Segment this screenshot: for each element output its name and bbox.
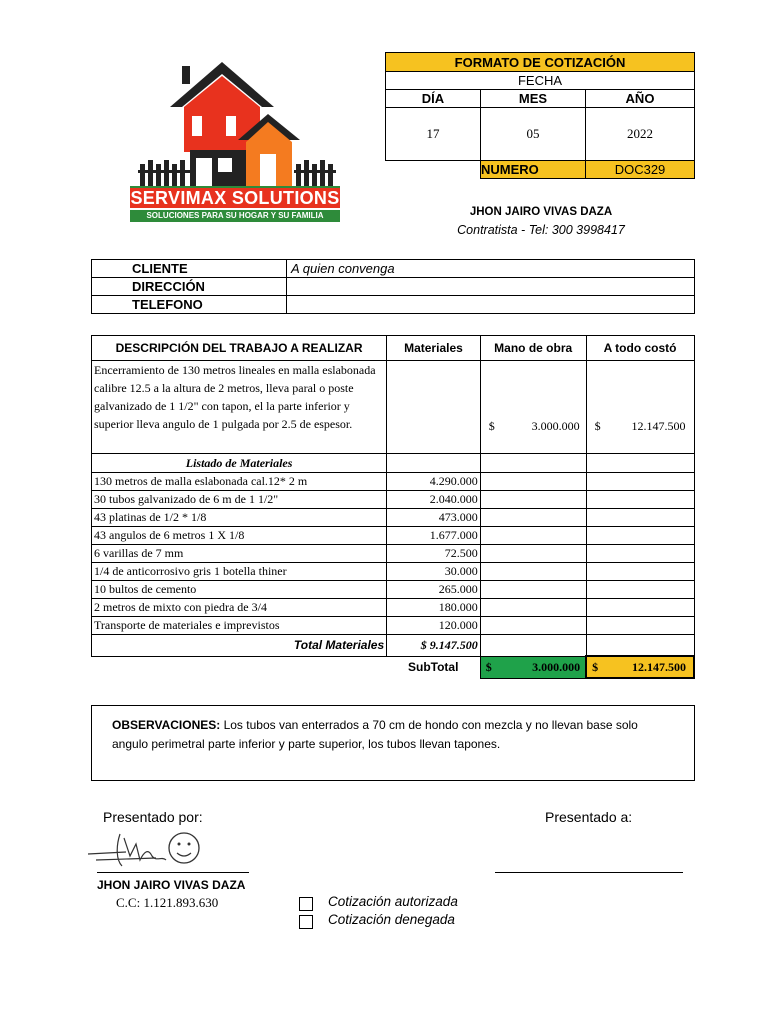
address-label: DIRECCIÓN	[92, 278, 287, 296]
total-materials-label: Total Materiales	[92, 635, 387, 657]
material-row	[92, 617, 695, 635]
number-label: NUMERO	[481, 161, 586, 179]
number-value: DOC329	[586, 161, 695, 179]
material-row	[92, 509, 695, 527]
company-tagline: SOLUCIONES PARA SU HOGAR Y SU FAMILIA	[130, 210, 340, 222]
material-name: 130 metros de malla eslabonada cal.12* 2 m	[92, 473, 387, 491]
currency-symbol: $	[488, 419, 495, 433]
presented-to-label: Presentado a:	[545, 809, 633, 825]
year-label: AÑO	[586, 90, 695, 108]
month-value: 05	[481, 108, 586, 161]
company-name: SERVIMAX SOLUTIONS	[130, 188, 340, 208]
denied-checkbox[interactable]	[299, 915, 313, 929]
year-value: 2022	[586, 108, 695, 161]
authorized-checkbox[interactable]	[299, 897, 313, 911]
signature-line	[97, 872, 249, 873]
presented-by-label: Presentado por:	[103, 809, 203, 825]
contractor-info: Contratista - Tel: 300 3998417	[457, 223, 625, 237]
material-name: 6 varillas de 7 mm	[92, 545, 387, 563]
day-label: DÍA	[386, 90, 481, 108]
material-name: Transporte de materiales e imprevistos	[92, 617, 387, 635]
material-row	[92, 527, 695, 545]
material-name: 2 metros de mixto con piedra de 3/4	[92, 599, 387, 617]
material-name: 30 tubos galvanizado de 6 m de 1 1/2"	[92, 491, 387, 509]
col-labor: Mano de obra	[480, 336, 586, 361]
materials-list-title: Listado de Materiales	[92, 454, 387, 473]
client-value: A quien convenga	[287, 260, 695, 278]
contractor-name: JHON JAIRO VIVAS DAZA	[469, 206, 613, 218]
recipient-signature-line	[495, 872, 683, 873]
date-label: FECHA	[386, 72, 695, 90]
material-row	[92, 581, 695, 599]
col-materials: Materiales	[387, 336, 481, 361]
signer-id: C.C: 1.121.893.630	[116, 895, 219, 910]
subtotal-labor: $ 3.000.000	[480, 656, 586, 678]
material-value: 72.500	[387, 545, 481, 563]
all-cost: $ 12.147.500	[586, 361, 694, 454]
col-description: DESCRIPCIÓN DEL TRABAJO A REALIZAR	[92, 336, 387, 361]
work-description: Encerramiento de 130 metros lineales en malla eslabonada calibre 12.5 a la altura de 2 metros, lleva paral o poste galvanizado de 1 1/2" con tapon, el la parte inferior y superior lleva angulo de 1 pulgada por 2.5 de espesor.	[92, 361, 387, 454]
material-value: 473.000	[387, 509, 481, 527]
observations-box	[91, 705, 695, 781]
authorized-label: Cotización autorizada	[328, 894, 458, 909]
material-value: 2.040.000	[387, 491, 481, 509]
material-name: 43 angulos de 6 metros 1 X 1/8	[92, 527, 387, 545]
denied-label: Cotización denegada	[328, 912, 455, 927]
subtotal-all: $ 12.147.500	[586, 656, 694, 678]
total-materials-value: $ 9.147.500	[387, 635, 481, 657]
material-value: 30.000	[387, 563, 481, 581]
signer-name: JHON JAIRO VIVAS DAZA	[97, 878, 246, 892]
client-info	[91, 259, 695, 314]
phone-value	[287, 296, 695, 314]
material-row	[92, 599, 695, 617]
quote-table	[91, 335, 695, 679]
material-row	[92, 545, 695, 563]
currency-symbol: $	[594, 419, 601, 433]
material-value: 1.677.000	[387, 527, 481, 545]
labor-cost: $ 3.000.000	[480, 361, 586, 454]
phone-label: TELEFONO	[92, 296, 287, 314]
material-row	[92, 473, 695, 491]
client-label: CLIENTE	[92, 260, 287, 278]
material-name: 10 bultos de cemento	[92, 581, 387, 599]
form-title: FORMATO DE COTIZACIÓN	[386, 53, 695, 72]
observations-label: OBSERVACIONES:	[112, 718, 221, 732]
material-name: 43 platinas de 1/2 * 1/8	[92, 509, 387, 527]
material-row	[92, 563, 695, 581]
day-value: 17	[386, 108, 481, 161]
col-all-cost: A todo costó	[586, 336, 694, 361]
address-value	[287, 278, 695, 296]
material-value: 180.000	[387, 599, 481, 617]
material-value: 265.000	[387, 581, 481, 599]
subtotal-label: SubTotal	[407, 660, 459, 675]
observations-text: Los tubos van enterrados a 70 cm de hondo con mezcla y no llevan base solo angulo perimetral parte inferior y parte superior, los tubos llevan tapones.	[112, 718, 638, 751]
material-name: 1/4 de anticorrosivo gris 1 botella thiner	[92, 563, 387, 581]
material-value: 4.290.000	[387, 473, 481, 491]
material-row	[92, 491, 695, 509]
month-label: MES	[481, 90, 586, 108]
signature	[86, 826, 226, 874]
material-value: 120.000	[387, 617, 481, 635]
quote-header	[385, 52, 695, 179]
